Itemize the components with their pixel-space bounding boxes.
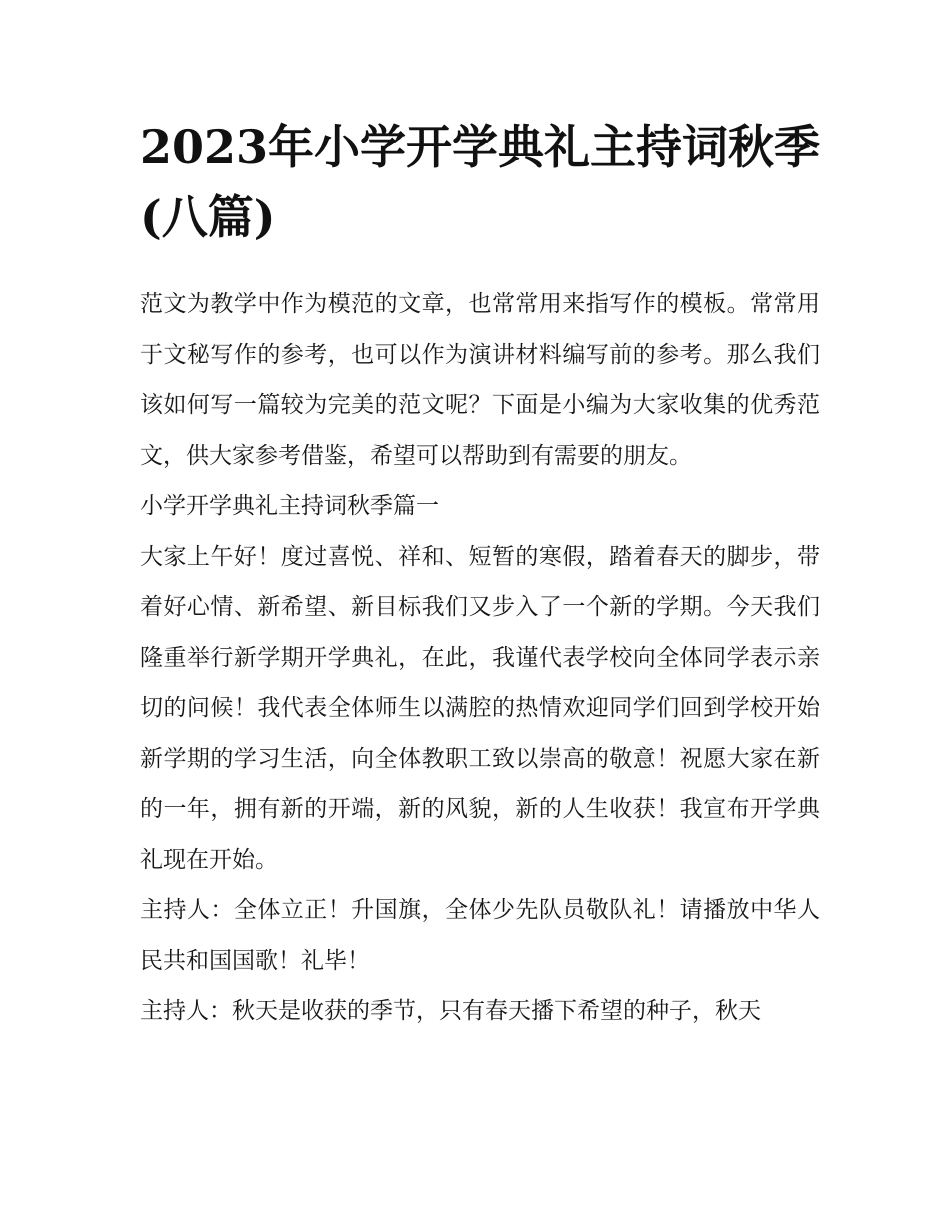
section-heading: 小学开学典礼主持词秋季篇一 <box>140 493 439 519</box>
paragraph-intro: 范文为教学中作为模范的文章，也常常用来指写作的模板。常常用于文秘写作的参考，也可以作为演讲材料编写前的参考。那么我们该如何写一篇较为完美的范文呢？下面是小编为大家收集的优秀范文，供大家参考借鉴，希望可以帮助到有需要的朋友。 <box>140 291 820 469</box>
document-title: 2023年小学开学典礼主持词秋季(八篇) <box>140 120 821 244</box>
document-body <box>140 279 820 1037</box>
paragraph-host-autumn: 主持人：秋天是收获的季节，只有春天播下希望的种子，秋天 <box>140 998 761 1024</box>
paragraph-greeting: 大家上午好！度过喜悦、祥和、短暂的寒假，踏着春天的脚步，带着好心情、新希望、新目标我们又步入了一个新的学期。今天我们隆重举行新学期开学典礼，在此，我谨代表学校向全体同学表示亲切的问候！我代表全体师生以满腔的热情欢迎同学们回到学校开始新学期的学习生活，向全体教职工致以崇高的敬意！祝愿大家在新的一年，拥有新的开端，新的风貌，新的人生收获！我宣布开学典礼现在开始。 <box>140 543 820 873</box>
paragraph-host-flag: 主持人：全体立正！升国旗，全体少先队员敬队礼！请播放中华人民共和国国歌！礼毕！ <box>140 897 820 974</box>
